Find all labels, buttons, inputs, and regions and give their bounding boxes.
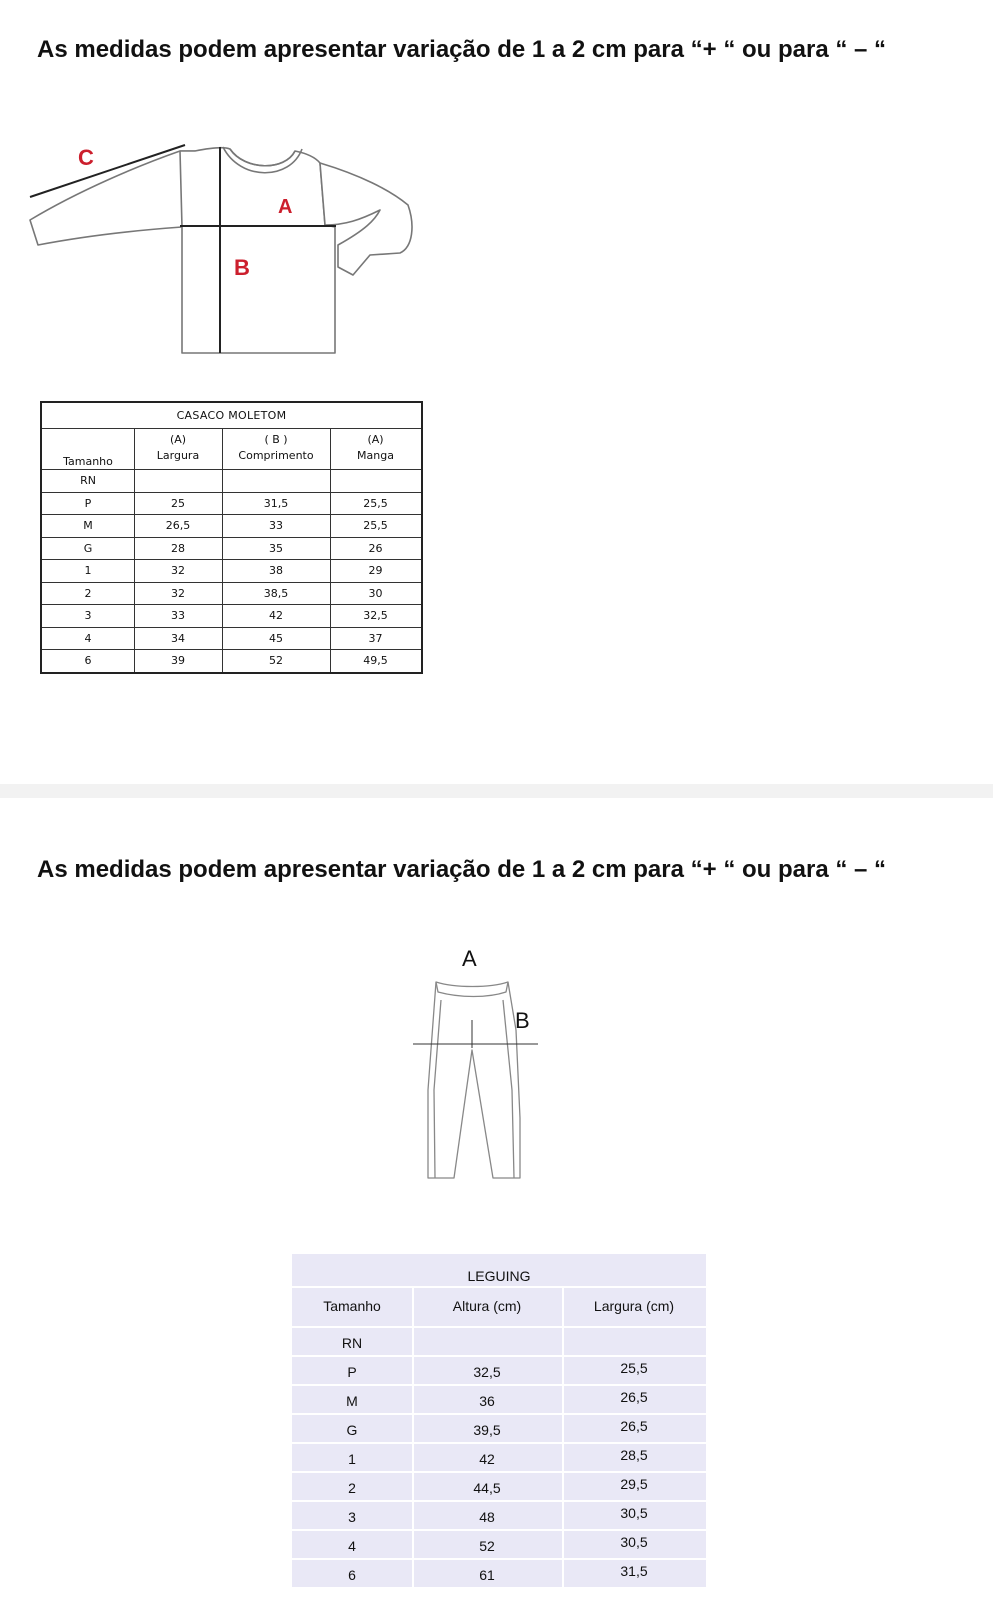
- header-label: Largura (cm): [593, 1298, 675, 1314]
- measure-cell: 28,5: [620, 1447, 648, 1463]
- header-label: Tamanho: [63, 455, 113, 468]
- table-rule: [42, 492, 421, 493]
- header-label: Largura: [156, 449, 200, 462]
- measurement-notice-bottom: As medidas podem apresentar variação de 1 a 2 cm para “+ “ ou para “ – “: [37, 856, 887, 883]
- measure-cell: 31,5: [620, 1563, 648, 1579]
- sweater-diagram: [20, 135, 420, 360]
- label-a: A: [278, 196, 293, 218]
- measure-cell: 61: [479, 1567, 495, 1583]
- measure-cell: 30,5: [620, 1505, 648, 1521]
- casaco-moletom-table: [40, 401, 423, 674]
- table-rule: [42, 604, 421, 605]
- size-cell: 4: [348, 1538, 356, 1554]
- size-cell: 1: [84, 564, 92, 577]
- measure-cell: 37: [368, 631, 383, 645]
- size-cell: 6: [84, 654, 92, 667]
- header-top: (A): [367, 433, 384, 446]
- measure-cell: 29: [368, 564, 383, 577]
- measure-cell: 31,5: [263, 496, 289, 510]
- measure-cell: 25,5: [363, 519, 388, 532]
- size-cell: 2: [84, 586, 92, 600]
- table-rule: [42, 514, 421, 515]
- table-rule: [42, 537, 421, 538]
- table-rule: [292, 1413, 706, 1415]
- measure-cell: 36: [479, 1393, 495, 1409]
- size-cell: RN: [341, 1335, 363, 1351]
- size-cell: 4: [84, 631, 92, 645]
- size-cell: 1: [348, 1451, 356, 1467]
- table-rule: [292, 1355, 706, 1357]
- measurement-notice-top: As medidas podem apresentar variação de 1 a 2 cm para “+ “ ou para “ – “: [37, 36, 887, 63]
- header-top: ( B ): [264, 433, 288, 446]
- measure-cell: 28: [171, 541, 185, 555]
- leguing-table: [292, 1254, 706, 1587]
- measure-cell: 26,5: [620, 1389, 648, 1405]
- measure-cell: 30,5: [620, 1534, 648, 1550]
- section-divider: [0, 784, 993, 798]
- table-rule: [42, 428, 421, 429]
- measure-cell: 39,5: [473, 1422, 501, 1438]
- table-rule: [292, 1384, 706, 1386]
- measure-cell: 39: [171, 654, 185, 667]
- table-rule: [292, 1442, 706, 1444]
- table-rule: [42, 649, 421, 650]
- size-cell: P: [347, 1364, 357, 1380]
- measure-cell: 26,5: [165, 519, 191, 532]
- measure-cell: 34: [171, 631, 185, 645]
- measure-cell: 32: [171, 564, 185, 577]
- size-cell: M: [83, 519, 93, 532]
- table-title: LEGUING: [467, 1268, 531, 1284]
- measure-cell: 52: [479, 1538, 495, 1554]
- header-top: (A): [169, 433, 187, 446]
- table-rule: [42, 559, 421, 560]
- size-cell: P: [84, 496, 92, 510]
- measure-cell: 25,5: [620, 1360, 648, 1376]
- measure-cell: 25,5: [363, 496, 388, 510]
- measure-cell: 49,5: [363, 654, 388, 667]
- table-rule: [292, 1529, 706, 1531]
- measure-cell: 30: [368, 586, 383, 600]
- measure-cell: 44,5: [473, 1480, 501, 1496]
- measure-cell: 38,5: [263, 586, 289, 600]
- measure-cell: 26: [368, 541, 383, 555]
- header-label: Altura (cm): [452, 1298, 522, 1314]
- measure-cell: 42: [479, 1451, 495, 1467]
- size-cell: G: [346, 1422, 358, 1438]
- measure-cell: 33: [171, 609, 185, 622]
- leggings-diagram: [410, 940, 560, 1180]
- table-rule: [42, 582, 421, 583]
- size-cell: G: [83, 541, 93, 555]
- table-rule: [292, 1471, 706, 1473]
- table-rule: [292, 1326, 706, 1328]
- measure-cell: 26,5: [620, 1418, 648, 1434]
- measure-cell: 35: [269, 541, 283, 555]
- measure-cell: 52: [269, 654, 283, 667]
- table-rule: [42, 627, 421, 628]
- label-a: A: [462, 946, 477, 971]
- size-cell: M: [346, 1393, 358, 1409]
- header-label: Tamanho: [323, 1298, 381, 1314]
- size-cell: 6: [348, 1567, 356, 1583]
- size-cell: 2: [348, 1480, 356, 1496]
- label-c: C: [78, 145, 94, 170]
- measure-cell: 32: [171, 586, 185, 600]
- table-rule: [42, 469, 421, 470]
- measure-cell: 32,5: [363, 609, 388, 622]
- measure-cell: 33: [269, 519, 283, 532]
- table-rule: [292, 1286, 706, 1288]
- measure-cell: 48: [479, 1509, 495, 1525]
- measure-cell: 25: [171, 496, 185, 510]
- label-b: B: [515, 1008, 530, 1033]
- table-rule: [292, 1500, 706, 1502]
- header-label: Comprimento: [238, 449, 314, 462]
- label-b: B: [234, 255, 250, 280]
- size-cell: 3: [84, 609, 92, 622]
- size-cell: RN: [80, 474, 96, 487]
- size-cell: 3: [348, 1509, 356, 1525]
- measure-cell: 32,5: [473, 1364, 501, 1380]
- measure-cell: 38: [269, 564, 283, 577]
- table-rule: [292, 1558, 706, 1560]
- measure-cell: 29,5: [620, 1476, 648, 1492]
- measure-cell: 45: [269, 631, 283, 645]
- table-title: CASACO MOLETOM: [176, 409, 287, 422]
- measure-cell: 42: [269, 609, 283, 622]
- header-label: Manga: [357, 449, 394, 462]
